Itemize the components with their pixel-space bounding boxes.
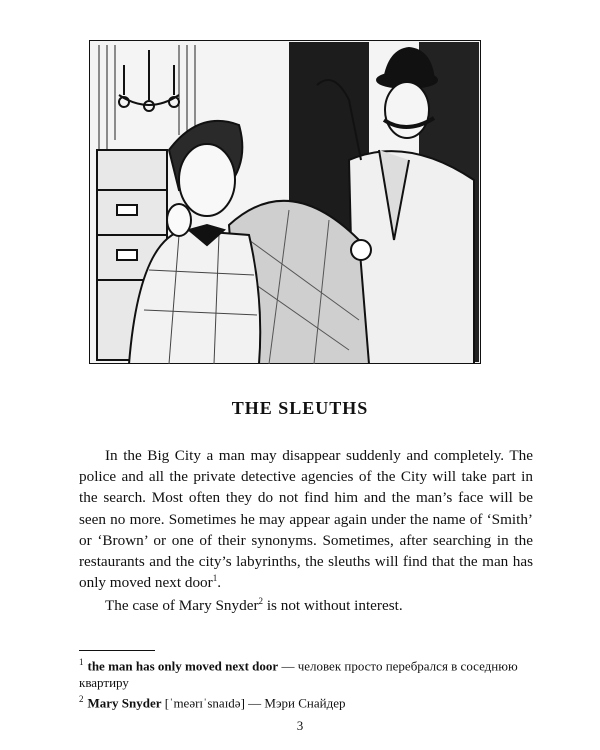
page-number: 3 bbox=[296, 718, 304, 733]
footnote-term: Mary Snyder bbox=[87, 695, 162, 711]
paragraph-text: In the Big City a man may disappear suddenly and completely. The police and all the private detective agencies of the City will take part in the search. Most often they do not find him and the man’s face will be seen no more. Sometimes he may appear again under the name of ‘Smith’ or ‘Brown’ or one of their synonyms. Sometimes, after searching in the restaurants and the city’s labyrinths, the sleuths will find that the man has only moved next door bbox=[79, 447, 533, 592]
footnote bbox=[79, 691, 533, 712]
footnote-number: 2 bbox=[79, 694, 84, 705]
chapter-title: THE SLEUTHS bbox=[231, 398, 369, 418]
body-text bbox=[79, 445, 533, 617]
footnote-text: [ˈmeərɪˈsnaɪdə] — Мэри Снайдер bbox=[161, 695, 346, 711]
footnotes bbox=[79, 654, 533, 712]
paragraph-text: . bbox=[217, 574, 222, 592]
paragraph bbox=[79, 445, 533, 593]
footnote-text: — человек просто перебрался в соседнюю квартиру bbox=[79, 658, 518, 690]
footnote-divider bbox=[79, 650, 155, 651]
footnote-ref[interactable]: 1 bbox=[212, 573, 218, 584]
footnote bbox=[79, 654, 533, 691]
footnote-term: the man has only moved next door bbox=[87, 658, 279, 674]
footnote-ref[interactable]: 2 bbox=[258, 596, 264, 607]
footnote-number: 1 bbox=[79, 657, 84, 667]
illustration bbox=[89, 40, 481, 364]
paragraph-text: The case of Mary Snyder bbox=[105, 597, 259, 615]
paragraph-text: is not without interest. bbox=[263, 597, 403, 615]
paragraph bbox=[79, 595, 533, 616]
